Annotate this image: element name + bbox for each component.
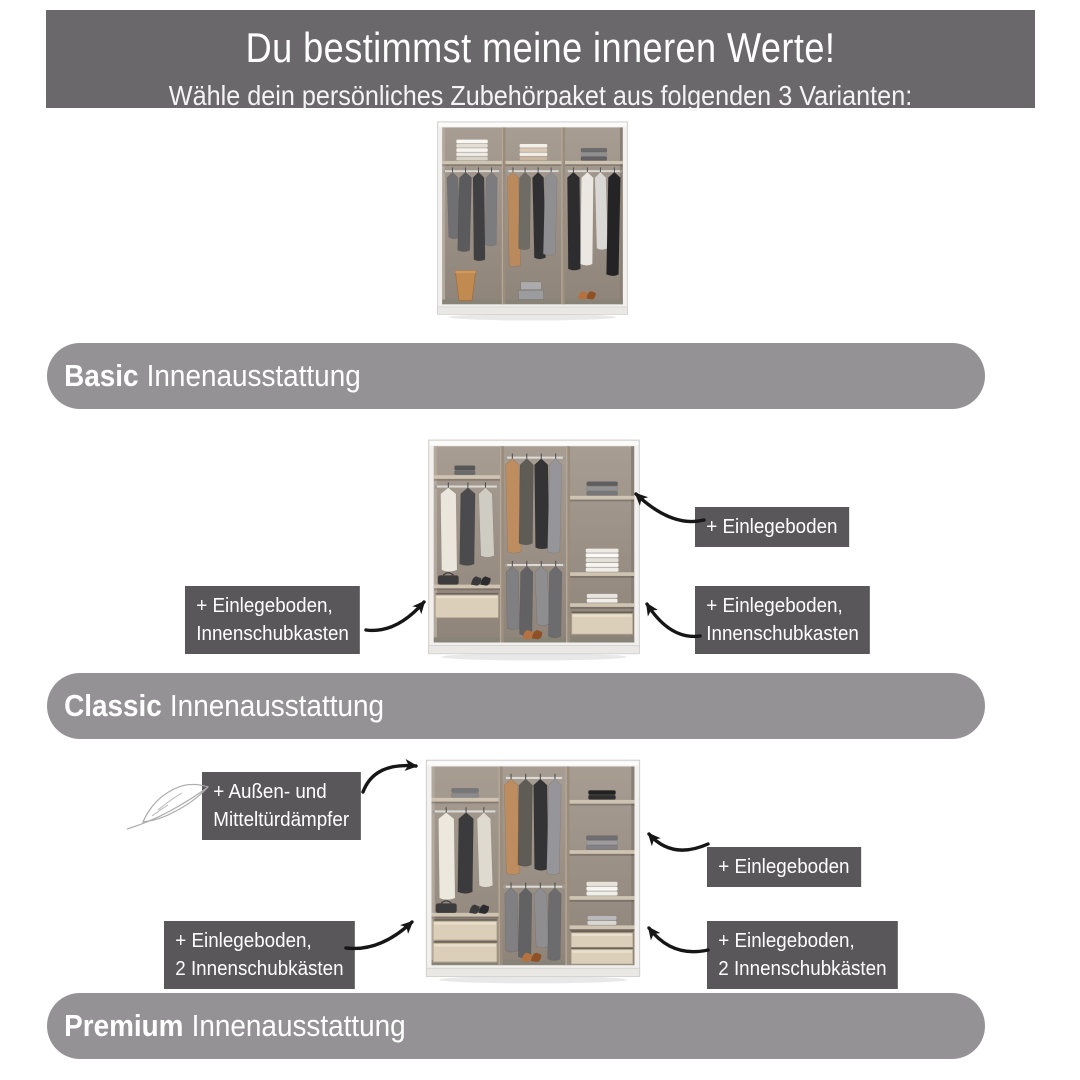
banner-premium xyxy=(47,993,985,1059)
banner-classic-bold: Classic xyxy=(64,688,162,723)
page-title: Du bestimmst meine inneren Werte! xyxy=(245,24,836,71)
banner-basic-label xyxy=(47,358,361,394)
label-premium-shelf-right: + Einlegeboden xyxy=(707,847,861,887)
arrow-premium-drawer-right-icon xyxy=(642,918,712,960)
arrow-premium-shelf-right-icon xyxy=(642,822,712,862)
banner-classic xyxy=(47,673,985,739)
banner-classic-rest: Innenausstattung xyxy=(169,688,384,723)
wardrobe-premium-image xyxy=(418,758,648,983)
label-classic-shelf-right: + Einlegeboden xyxy=(695,507,849,547)
label-premium-drawer-left: + Einlegeboden, 2 Innenschubkästen xyxy=(164,921,355,989)
banner-premium-bold: Premium xyxy=(64,1008,184,1043)
feather-icon xyxy=(122,780,214,834)
arrow-premium-damper-icon xyxy=(358,756,426,798)
page-subtitle: Wähle dein persönliches Zubehörpaket aus folgenden 3 Varianten: xyxy=(168,80,913,111)
banner-basic-rest: Innenausstattung xyxy=(146,358,361,393)
label-classic-drawer-left: + Einlegeboden, Innenschubkasten xyxy=(185,586,360,654)
label-premium-damper: + Außen- und Mitteltürdämpfer xyxy=(202,772,360,840)
banner-premium-label xyxy=(47,1008,406,1044)
arrow-classic-drawer-left-icon xyxy=(362,592,432,637)
label-classic-drawer-right: + Einlegeboden, Innenschubkasten xyxy=(695,586,870,654)
banner-basic-bold: Basic xyxy=(64,358,139,393)
banner-premium-rest: Innenausstattung xyxy=(191,1008,406,1043)
label-premium-drawer-right: + Einlegeboden, 2 Innenschubkästen xyxy=(707,921,898,989)
wardrobe-classic-image xyxy=(420,438,648,660)
banner-classic-label xyxy=(47,688,384,724)
banner-basic xyxy=(47,343,985,409)
wardrobe-basic-image xyxy=(430,120,635,320)
header xyxy=(46,10,1035,111)
